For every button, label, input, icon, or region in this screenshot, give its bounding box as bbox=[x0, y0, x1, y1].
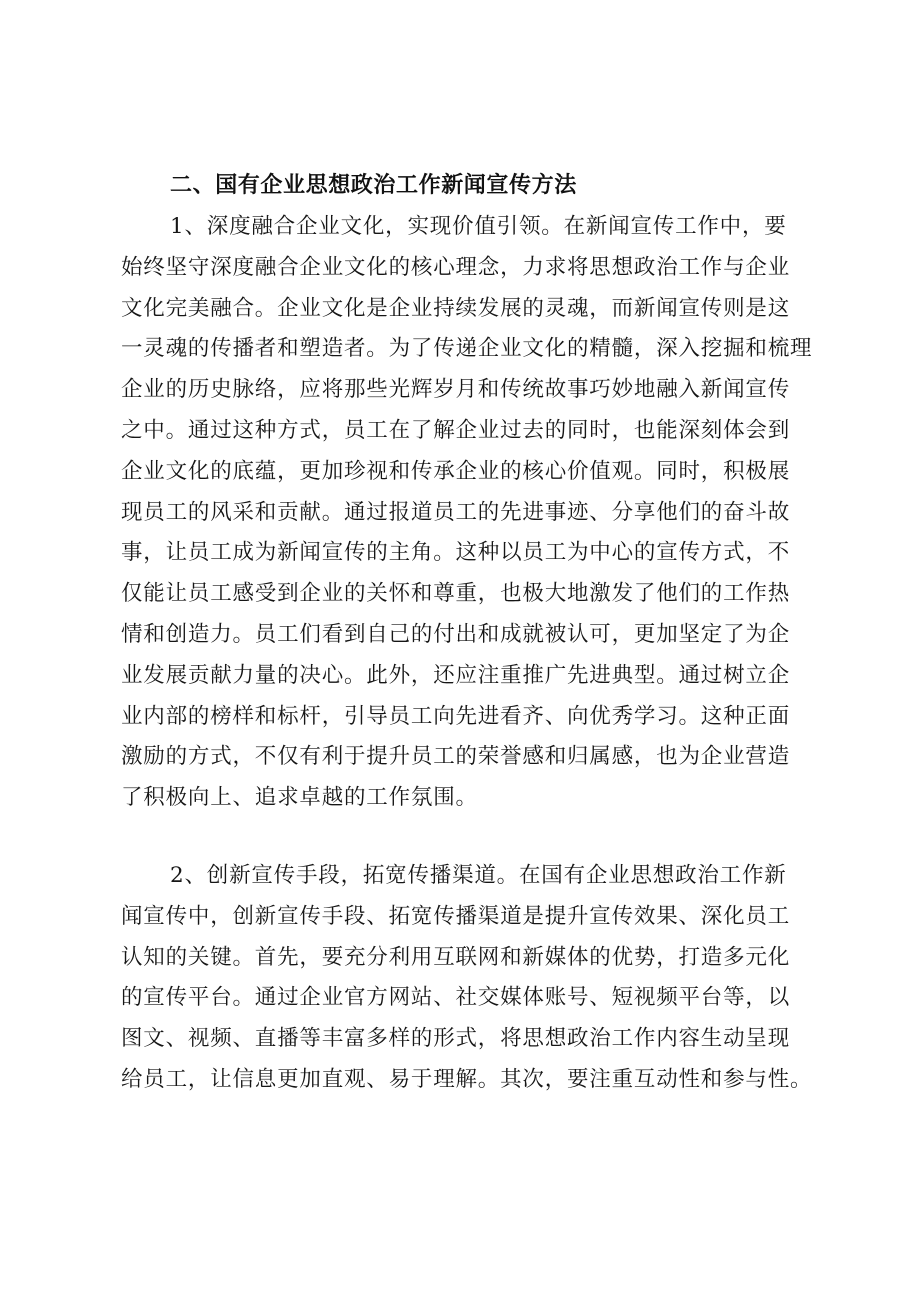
paragraph-line: 了积极向上、追求卓越的工作氛围。 bbox=[121, 785, 478, 811]
paragraph-line: 企业文化的底蕴，更加珍视和传承企业的核心价值观。同时，积极展 bbox=[121, 458, 791, 484]
paragraph-2 bbox=[121, 856, 812, 1101]
paragraph-line: 1、深度融合企业文化，实现价值引领。在新闻宣传工作中，要 bbox=[170, 214, 787, 239]
paragraph-line: 图文、视频、直播等丰富多样的形式，将思想政治工作内容生动呈现 bbox=[121, 1026, 791, 1052]
paragraph-line: 2、创新宣传手段，拓宽传播渠道。在国有企业思想政治工作新 bbox=[170, 863, 787, 888]
paragraph-line: 一灵魂的传播者和塑造者。为了传递企业文化的精髓，深入挖掘和梳理 bbox=[121, 336, 813, 362]
paragraph-line: 现员工的风采和贡献。通过报道员工的先进事迹、分享他们的奋斗故 bbox=[121, 499, 791, 525]
paragraph-line: 仅能让员工感受到企业的关怀和尊重，也极大地激发了他们的工作热 bbox=[121, 581, 791, 607]
paragraph-line: 激励的方式，不仅有利于提升员工的荣誉感和归属感，也为企业营造 bbox=[121, 744, 791, 770]
paragraph-line: 业发展贡献力量的决心。此外，还应注重推广先进典型。通过树立企 bbox=[121, 662, 791, 688]
paragraph-line: 情和创造力。员工们看到自己的付出和成就被认可，更加坚定了为企 bbox=[121, 621, 791, 647]
paragraph-line: 业内部的榜样和标杆，引导员工向先进看齐、向优秀学习。这种正面 bbox=[121, 703, 791, 729]
paragraph-line: 给员工，让信息更加直观、易于理解。其次，要注重互动性和参与性。 bbox=[121, 1066, 813, 1092]
paragraph-line: 之中。通过这种方式，员工在了解企业过去的同时，也能深刻体会到 bbox=[121, 417, 791, 443]
paragraph-line: 企业的历史脉络，应将那些光辉岁月和传统故事巧妙地融入新闻宣传 bbox=[121, 377, 791, 403]
paragraph-line: 闻宣传中，创新宣传手段、拓宽传播渠道是提升宣传效果、深化员工 bbox=[121, 903, 791, 929]
paragraph-line: 的宣传平台。通过企业官方网站、社交媒体账号、短视频平台等，以 bbox=[121, 985, 791, 1011]
paragraph-1 bbox=[121, 207, 812, 819]
section-heading: 二、国有企业思想政治工作新闻宣传方法 bbox=[170, 173, 577, 198]
paragraph-line: 文化完美融合。企业文化是企业持续发展的灵魂，而新闻宣传则是这 bbox=[121, 295, 791, 321]
paragraph-line: 认知的关键。首先，要充分利用互联网和新媒体的优势，打造多元化 bbox=[121, 944, 791, 970]
paragraph-line: 事，让员工成为新闻宣传的主角。这种以员工为中心的宣传方式，不 bbox=[121, 540, 791, 566]
paragraph-line: 始终坚守深度融合企业文化的核心理念，力求将思想政治工作与企业 bbox=[121, 254, 791, 280]
